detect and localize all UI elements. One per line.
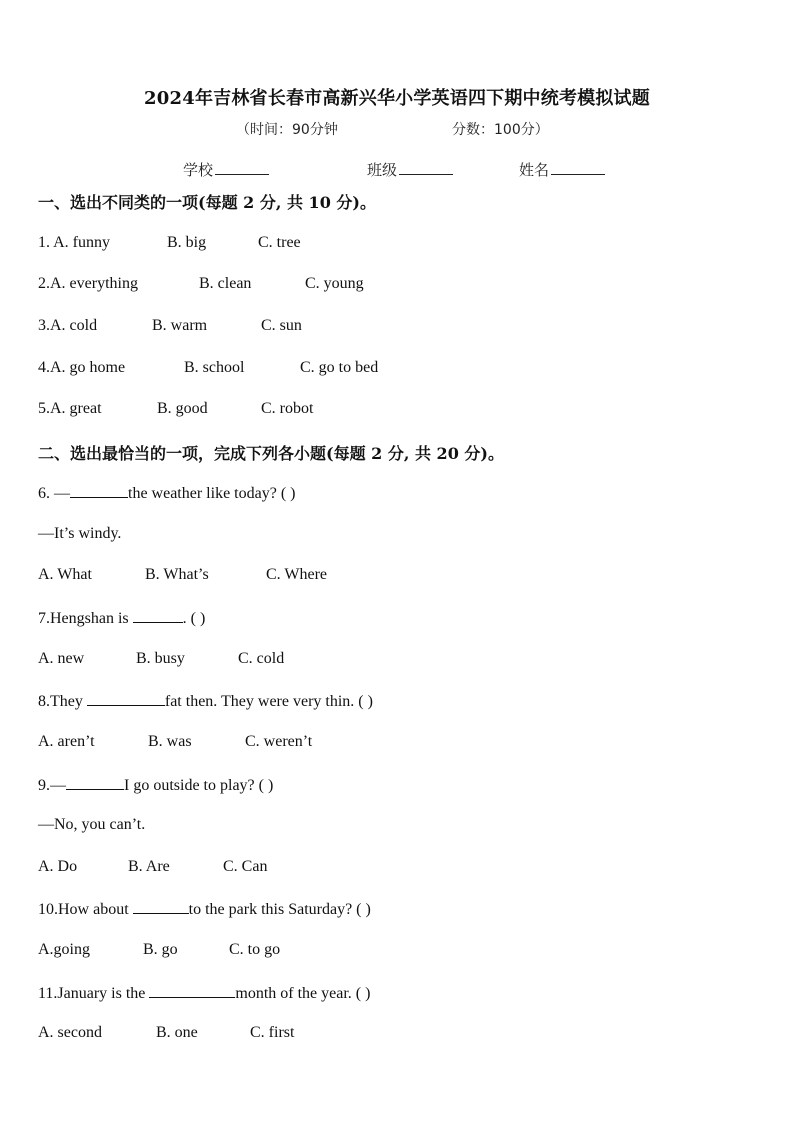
exam-time: （时间：90分钟 — [236, 122, 338, 138]
question-1-c: C. tree — [258, 234, 301, 251]
question-11 — [38, 983, 370, 1003]
question-8-blank — [87, 691, 165, 706]
question-6 — [38, 483, 295, 503]
class-blank — [399, 159, 453, 175]
question-7 — [38, 608, 205, 628]
question-9-a: A. Do — [38, 858, 78, 875]
question-7-a: A. new — [38, 650, 85, 667]
question-11-c: C. first — [250, 1024, 295, 1041]
question-10-prefix: 10.How about — [38, 901, 133, 918]
name-field — [519, 159, 605, 180]
question-11-blank — [149, 983, 235, 998]
question-5-a: 5.A. great — [38, 400, 102, 417]
question-10 — [38, 899, 371, 919]
question-5-c: C. robot — [261, 400, 314, 417]
question-6-a: A. What — [38, 566, 92, 583]
question-4-c: C. go to bed — [300, 359, 379, 376]
question-10-text: to the park this Saturday? ( ) — [188, 901, 371, 918]
question-11-b: B. one — [156, 1024, 198, 1041]
exam-score: 分数：100分） — [452, 122, 549, 138]
question-7-prefix: 7.Hengshan is — [38, 610, 133, 627]
question-2-a: 2.A. everything — [38, 275, 138, 292]
question-1-a: 1. A. funny — [38, 234, 110, 251]
question-6-c: C. Where — [266, 566, 328, 583]
question-11-text: month of the year. ( ) — [235, 985, 371, 1002]
question-3-a: 3.A. cold — [38, 317, 98, 334]
question-5-b: B. good — [157, 400, 208, 417]
school-blank — [215, 159, 269, 175]
question-7-b: B. busy — [136, 650, 185, 667]
question-6-text: the weather like today? ( ) — [128, 485, 296, 502]
question-9 — [38, 775, 273, 795]
class-label: 班级 — [367, 161, 398, 179]
question-2-b: B. clean — [199, 275, 252, 292]
section1-heading: 一、选出不同类的一项(每题 2 分, 共 10 分)。 — [38, 193, 376, 212]
question-11-a: A. second — [38, 1024, 102, 1041]
question-4-a: 4.A. go home — [38, 359, 126, 376]
class-field — [367, 159, 453, 180]
question-6-reply: —It’s windy. — [38, 525, 122, 542]
question-8 — [38, 691, 373, 711]
question-2-c: C. young — [305, 275, 364, 292]
question-9-c: C. Can — [223, 858, 268, 875]
question-7-text: . ( ) — [182, 610, 206, 627]
name-label: 姓名 — [519, 161, 550, 179]
question-6-b: B. What’s — [145, 566, 209, 583]
question-9-blank — [66, 775, 124, 790]
question-9-text: I go outside to play? ( ) — [124, 777, 274, 794]
question-3-c: C. sun — [261, 317, 302, 334]
question-8-b: B. was — [148, 733, 192, 750]
question-10-b: B. go — [143, 941, 178, 958]
question-9-b: B. Are — [128, 858, 170, 875]
question-4-b: B. school — [184, 359, 245, 376]
question-7-blank — [133, 608, 183, 623]
question-6-prefix: 6. — — [38, 485, 70, 502]
question-8-text: fat then. They were very thin. ( ) — [164, 693, 373, 710]
question-6-blank — [70, 483, 128, 498]
question-8-c: C. weren’t — [245, 733, 313, 750]
school-label: 学校 — [183, 161, 214, 179]
question-8-prefix: 8.They — [38, 693, 87, 710]
school-field — [183, 159, 269, 180]
question-10-c: C. to go — [229, 941, 281, 958]
name-blank — [551, 159, 605, 175]
question-10-blank — [133, 899, 189, 914]
question-9-prefix: 9.— — [38, 777, 66, 794]
question-10-a: A.going — [38, 941, 90, 958]
section2-heading: 二、选出最恰当的一项，完成下列各小题(每题 2 分, 共 20 分)。 — [38, 444, 504, 463]
question-9-reply: —No, you can’t. — [38, 816, 146, 833]
page-title: 2024年吉林省长春市高新兴华小学英语四下期中统考模拟试题 — [144, 88, 650, 109]
question-8-a: A. aren’t — [38, 733, 95, 750]
question-7-c: C. cold — [238, 650, 285, 667]
question-1-b: B. big — [167, 234, 207, 251]
question-3-b: B. warm — [152, 317, 208, 334]
question-11-prefix: 11.January is the — [38, 985, 150, 1002]
